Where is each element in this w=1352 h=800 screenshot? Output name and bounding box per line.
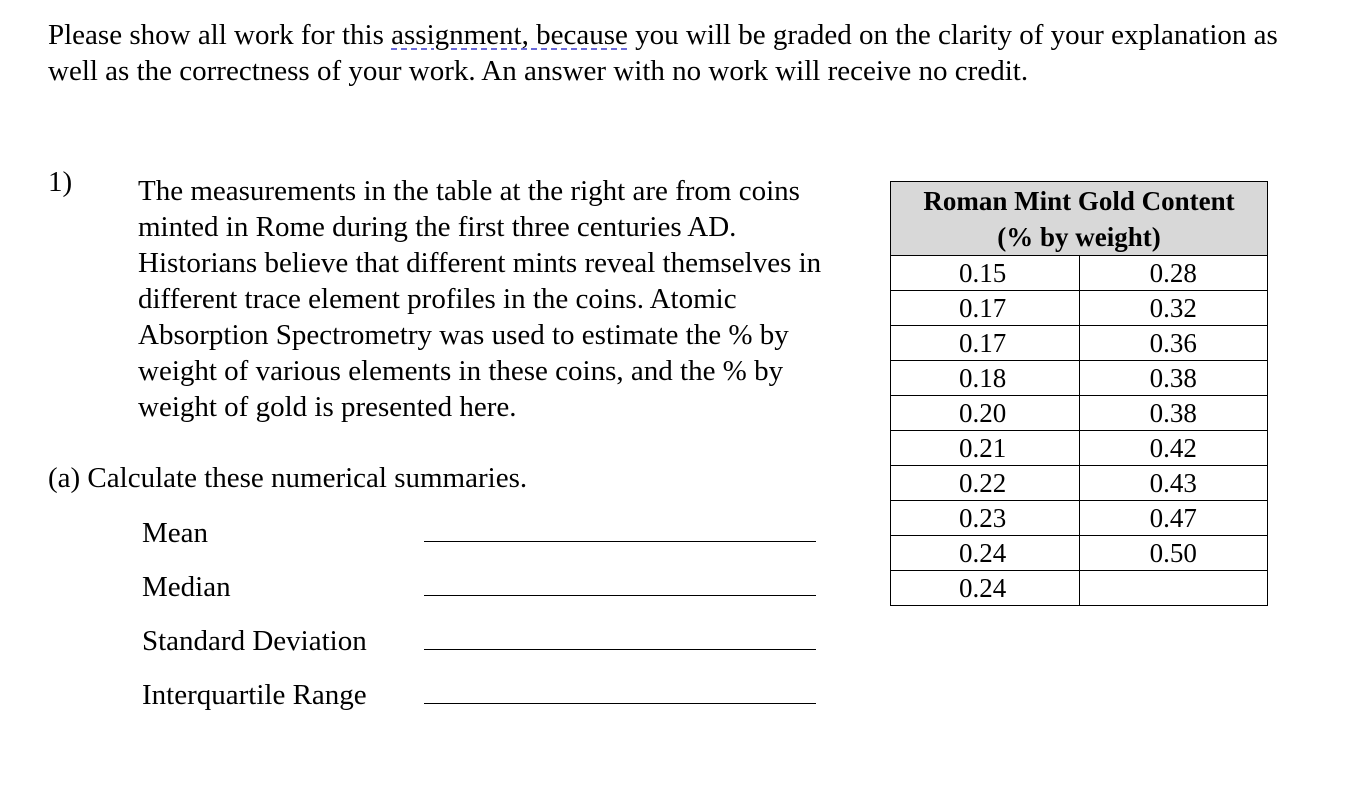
table-header	[891, 182, 1268, 256]
table-row	[891, 466, 1268, 501]
summary-row-standard-deviation	[142, 623, 822, 663]
answer-blank[interactable]	[424, 541, 816, 542]
spellcheck-underlined-text: assignment, because	[391, 19, 628, 51]
table-cell: 0.50	[1079, 536, 1268, 571]
assignment-instructions	[48, 17, 1288, 89]
table-cell: 0.38	[1079, 396, 1268, 431]
table-cell: 0.20	[891, 396, 1080, 431]
table-cell: 0.42	[1079, 431, 1268, 466]
summary-row-median	[142, 569, 822, 609]
table-cell: 0.24	[891, 571, 1080, 606]
summary-label: Mean	[142, 517, 209, 549]
table-row	[891, 256, 1268, 291]
table-row	[891, 536, 1268, 571]
table-row	[891, 291, 1268, 326]
table-cell: 0.28	[1079, 256, 1268, 291]
answer-blank[interactable]	[424, 649, 816, 650]
summary-row-mean	[142, 515, 822, 555]
table-cell: 0.22	[891, 466, 1080, 501]
table-cell: 0.24	[891, 536, 1080, 571]
summary-label: Median	[142, 571, 231, 603]
question-number: 1)	[48, 166, 73, 198]
instructions-part1: Please show all work for this	[48, 19, 392, 51]
table-row	[891, 361, 1268, 396]
table-cell: 0.21	[891, 431, 1080, 466]
summary-row-interquartile-range	[142, 677, 822, 717]
instructions-part2: you will be graded on the clarity of your explanation as well as the correctness of your work. An answer with no work will receive no credit.	[48, 19, 1278, 87]
table-cell	[1079, 571, 1268, 606]
table-cell: 0.15	[891, 256, 1080, 291]
table-row	[891, 431, 1268, 466]
summary-label: Interquartile Range	[142, 679, 367, 711]
table-cell: 0.43	[1079, 466, 1268, 501]
table-cell: 0.17	[891, 291, 1080, 326]
table-cell: 0.18	[891, 361, 1080, 396]
table-cell: 0.38	[1079, 361, 1268, 396]
table-row	[891, 501, 1268, 536]
table-cell: 0.32	[1079, 291, 1268, 326]
summary-label: Standard Deviation	[142, 625, 367, 657]
table-title: Roman Mint Gold Content	[923, 186, 1235, 216]
gold-content-table	[890, 181, 1268, 606]
table-row	[891, 326, 1268, 361]
answer-blank[interactable]	[424, 595, 816, 596]
question-text: The measurements in the table at the right are from coins minted in Rome during the first three centuries AD. Historians believe that different mints reveal themselves in different trace element profiles in the coins. Atomic Absorption Spectrometry was used to estimate the % by weight of various elements in these coins, and the % by weight of gold is presented here.	[138, 175, 822, 423]
table-cell: 0.23	[891, 501, 1080, 536]
table-subtitle: (% by weight)	[997, 222, 1161, 252]
table-cell: 0.17	[891, 326, 1080, 361]
table-cell: 0.36	[1079, 326, 1268, 361]
table-row	[891, 396, 1268, 431]
part-a-prompt: (a) Calculate these numerical summaries.	[48, 462, 528, 494]
table-body	[891, 256, 1268, 606]
table-row	[891, 571, 1268, 606]
table-cell: 0.47	[1079, 501, 1268, 536]
answer-blank[interactable]	[424, 703, 816, 704]
